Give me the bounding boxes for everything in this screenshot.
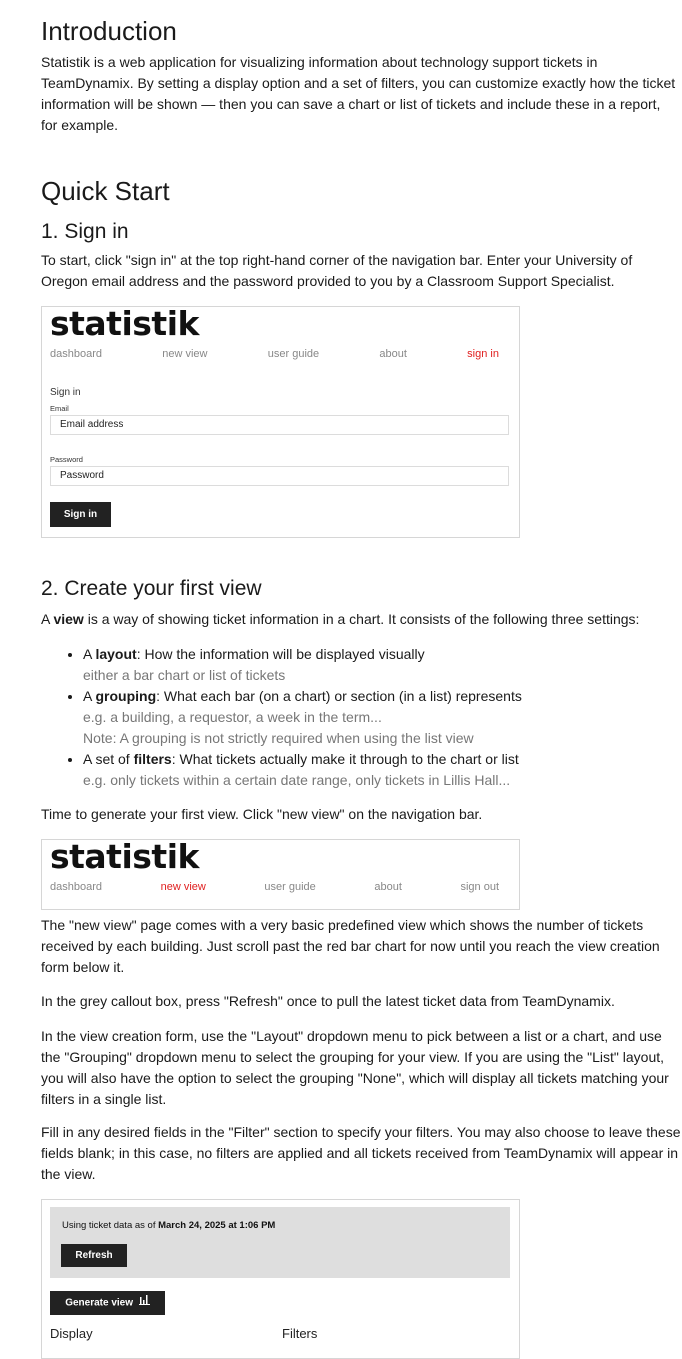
nav-dashboard[interactable]: dashboard [50, 348, 102, 360]
step1-paragraph: To start, click "sign in" at the top right-hand corner of the navigation bar. Enter your University of Oregon email address and the password provided to you by a Classroom Support Specialist. [41, 252, 633, 289]
navigation-bar [50, 881, 499, 893]
nav-about[interactable]: about [374, 881, 402, 893]
display-section-heading: Display [50, 1326, 93, 1341]
password-field[interactable]: Password [50, 466, 509, 486]
nav-sign-out[interactable]: sign out [460, 881, 499, 893]
navigation-bar [50, 348, 499, 360]
step1-heading: 1. Sign in [41, 220, 129, 243]
form-paragraph: In the view creation form, use the "Layout" dropdown menu to pick between a list or a chart, and use the "Grouping" dropdown menu to select the grouping for your view. If you are using the "List" layout, you will also have the option to select the grouping "None", which will display all tickets matching your filters in a single list. [41, 1028, 669, 1107]
view-form-screenshot [41, 1199, 520, 1359]
password-label: Password [50, 455, 83, 464]
intro-paragraph: Statistik is a web application for visualizing information about technology support tickets in TeamDynamix. By setting a display option and a set of filters, you can customize exactly how the ticket information will be shown — then you can save a chart or list of tickets and include these in a report, for example. [41, 54, 676, 133]
nav-sign-in[interactable]: sign in [467, 348, 499, 360]
ticket-data-timestamp: Using ticket data as of March 24, 2025 at 1:06 PM [62, 1220, 276, 1231]
email-field[interactable]: Email address [50, 415, 509, 435]
bar-chart-icon [139, 1291, 150, 1315]
new-view-paragraph: The "new view" page comes with a very basic predefined view which shows the number of tickets received by each building. Just scroll past the red bar chart for now until you reach the view creation form below it. [41, 917, 660, 975]
list-item-filters: • A set of filters: What tickets actually make it through to the chart or list e.g. only tickets within a certain date range, only tickets in Lillis Hall... [83, 749, 682, 791]
nav-new-view[interactable]: new view [160, 881, 206, 893]
nav-new-view[interactable]: new view [162, 348, 208, 360]
view-settings-list [41, 644, 682, 791]
signin-form-title: Sign in [50, 387, 81, 398]
intro-heading: Introduction [41, 16, 177, 46]
list-item-grouping: • A grouping: What each bar (on a chart) or section (in a list) represents e.g. a building, a requestor, a week in the term... Note: A grouping is not strictly required when using the list view [83, 686, 682, 749]
statistik-logo[interactable]: statistik [50, 837, 199, 876]
generate-view-button[interactable]: Generate view [50, 1291, 165, 1315]
nav-dashboard[interactable]: dashboard [50, 881, 102, 893]
email-label: Email [50, 404, 69, 413]
nav-user-guide[interactable]: user guide [267, 348, 320, 360]
list-item-layout: • A layout: How the information will be displayed visually either a bar chart or list of tickets [83, 644, 682, 686]
filters-section-heading: Filters [282, 1326, 318, 1341]
refresh-paragraph: In the grey callout box, press "Refresh" once to pull the latest ticket data from TeamDynamix. [41, 993, 615, 1009]
signin-screenshot [41, 306, 520, 538]
new-view-nav-screenshot [41, 839, 520, 910]
sign-in-button[interactable]: Sign in [50, 502, 111, 527]
view-definition-paragraph: A view is a way of showing ticket information in a chart. It consists of the following three settings: [41, 611, 640, 627]
nav-about[interactable]: about [379, 348, 407, 360]
refresh-button[interactable]: Refresh [61, 1244, 127, 1267]
filter-paragraph: Fill in any desired fields in the "Filter" section to specify your filters. You may also choose to leave these fields blank; in this case, no filters are applied and all tickets received from TeamDynamix will appear in the view. [41, 1124, 681, 1182]
refresh-callout [50, 1207, 510, 1278]
step2-heading: 2. Create your first view [41, 577, 262, 600]
quickstart-heading: Quick Start [41, 176, 170, 206]
nav-user-guide[interactable]: user guide [264, 881, 316, 893]
time-to-generate-paragraph: Time to generate your first view. Click "new view" on the navigation bar. [41, 806, 483, 822]
statistik-logo[interactable]: statistik [50, 304, 199, 343]
